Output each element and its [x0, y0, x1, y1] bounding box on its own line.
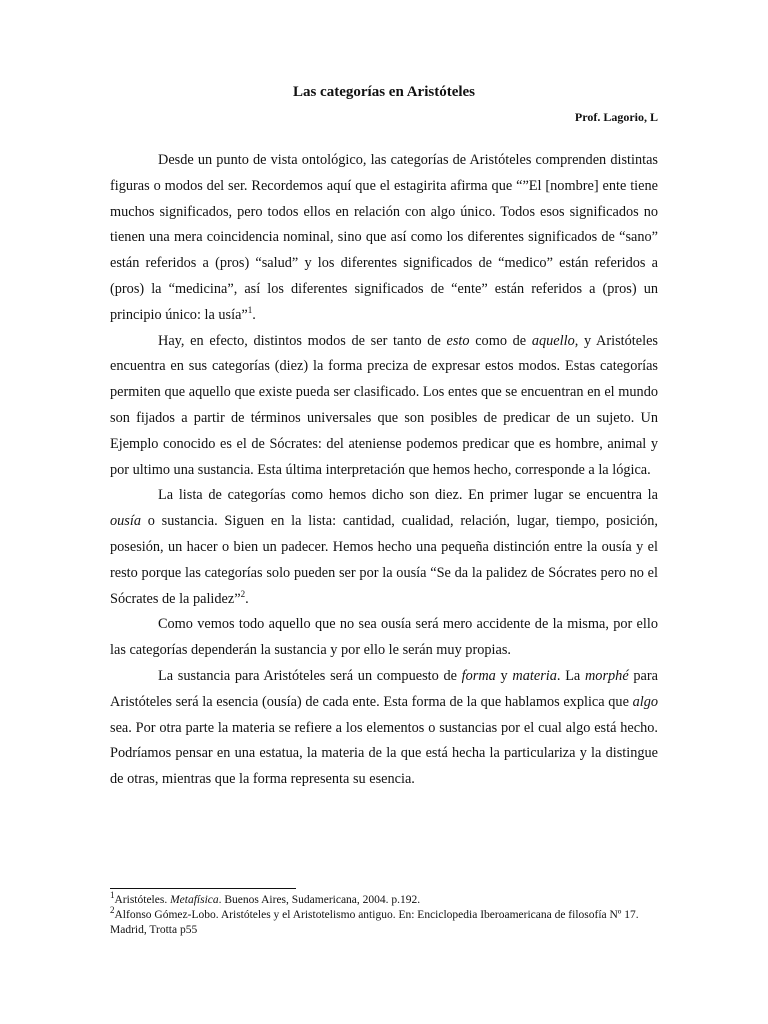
body-paragraph — [110, 483, 658, 612]
body-paragraph — [110, 664, 658, 793]
text-run: , y Aristóteles encuentra en sus categorías (diez) la forma preciza de expresar estos modos. Estas categorías permiten que aquello que existe pueda ser clasificado. Los entes que se encuentran en el mundo son fijados a partir de términos universales que son posibles de predicar de un sujeto. Un Ejemplo conocido es el de Sócrates: del ateniense podemos predicar que es hombre, animal y por ultimo una sustancia. Esta última interpretación que hemos hecho, corresponde a la lógica. — [110, 332, 658, 478]
text-run: . Buenos Aires, Sudamericana, 2004. p.192. — [218, 894, 421, 906]
text-run: . — [252, 306, 256, 323]
body-paragraph — [110, 329, 658, 484]
text-run: Aristóteles. — [114, 894, 171, 906]
footnote-ref: 1 — [110, 890, 115, 901]
italic-term: ousía — [110, 513, 141, 530]
author-line: Prof. Lagorio, L — [574, 110, 658, 124]
footnote-ref: 2 — [110, 905, 115, 916]
italic-term: morphé — [584, 667, 629, 684]
page-title: Las categorías en Aristóteles — [292, 84, 476, 100]
italic-term: esto — [446, 332, 470, 349]
text-run: La sustancia para Aristóteles será un compuesto de — [158, 667, 462, 684]
text-run: Alfonso Gómez-Lobo. Aristóteles y el Aristotelismo antiguo. En: Enciclopedia Iberoamericana de filosofía Nº 17. Madrid, Trotta p55 — [110, 909, 639, 936]
italic-term: Metafísica — [170, 894, 219, 906]
footnote-ref: 2 — [240, 588, 246, 599]
text-run: y — [495, 667, 513, 684]
body-paragraph — [110, 612, 658, 664]
text-run: Desde un punto de vista ontológico, las categorías de Aristóteles comprenden distintas figuras o modos del ser. Recordemos aquí que el estagirita afirma que “”El [nombre] ente tiene muchos significados, pero todos ellos en relación con algo único. Todos esos significados no tienen una mera coincidencia nominal, sino que así como los diferentes significados de “sano” están referidos a (pros) “salud” y los diferentes significados de “medico” están referidos a (pros) la “medicina”, así los diferentes significados de “ente” están referidos a (pros) un principio único: la usía” — [110, 152, 658, 323]
text-run: o sustancia. Siguen en la lista: cantidad, cualidad, relación, lugar, tiempo, posición, posesión, un hacer o bien un padecer. Hemos hecho una pequeña distinción entre la ousía y el resto porque las categorías solo pueden ser por la ousía “Se da la palidez de Sócrates pero no el Sócrates de la palidez” — [110, 513, 658, 607]
footnote-divider — [110, 888, 296, 889]
text-run: La lista de categorías como hemos dicho son diez. En primer lugar se encuentra la — [158, 487, 658, 504]
footnote-ref: 1 — [247, 305, 253, 316]
italic-term: aquello — [531, 332, 575, 349]
text-run: sea. Por otra parte la materia se refiere a los elementos o sustancias por el cual algo está hecho. Podríamos pensar en una estatua, la materia de la que está hecha la particulariza y la distingue de otras, mientras que la forma representa su esencia. — [110, 719, 658, 788]
footnote — [110, 890, 658, 908]
body-text — [110, 148, 658, 793]
text-run: Como vemos todo aquello que no sea ousía será mero accidente de la misma, por ello las categorías dependerán la sustancia y por ello le serán muy propias. — [110, 616, 658, 659]
italic-term: algo — [632, 693, 658, 710]
text-run: Hay, en efecto, distintos modos de ser tanto de — [158, 332, 447, 349]
text-run: para Aristóteles será la esencia (ousía) de cada ente. Esta forma de la que hablamos explica que — [110, 667, 658, 710]
footnotes — [110, 890, 658, 938]
text-run: . La — [556, 667, 585, 684]
italic-term: materia — [512, 667, 557, 684]
text-run: . — [245, 590, 249, 607]
text-run: como de — [469, 332, 532, 349]
footnote — [110, 905, 658, 938]
italic-term: forma — [461, 667, 496, 684]
body-paragraph — [110, 148, 658, 329]
